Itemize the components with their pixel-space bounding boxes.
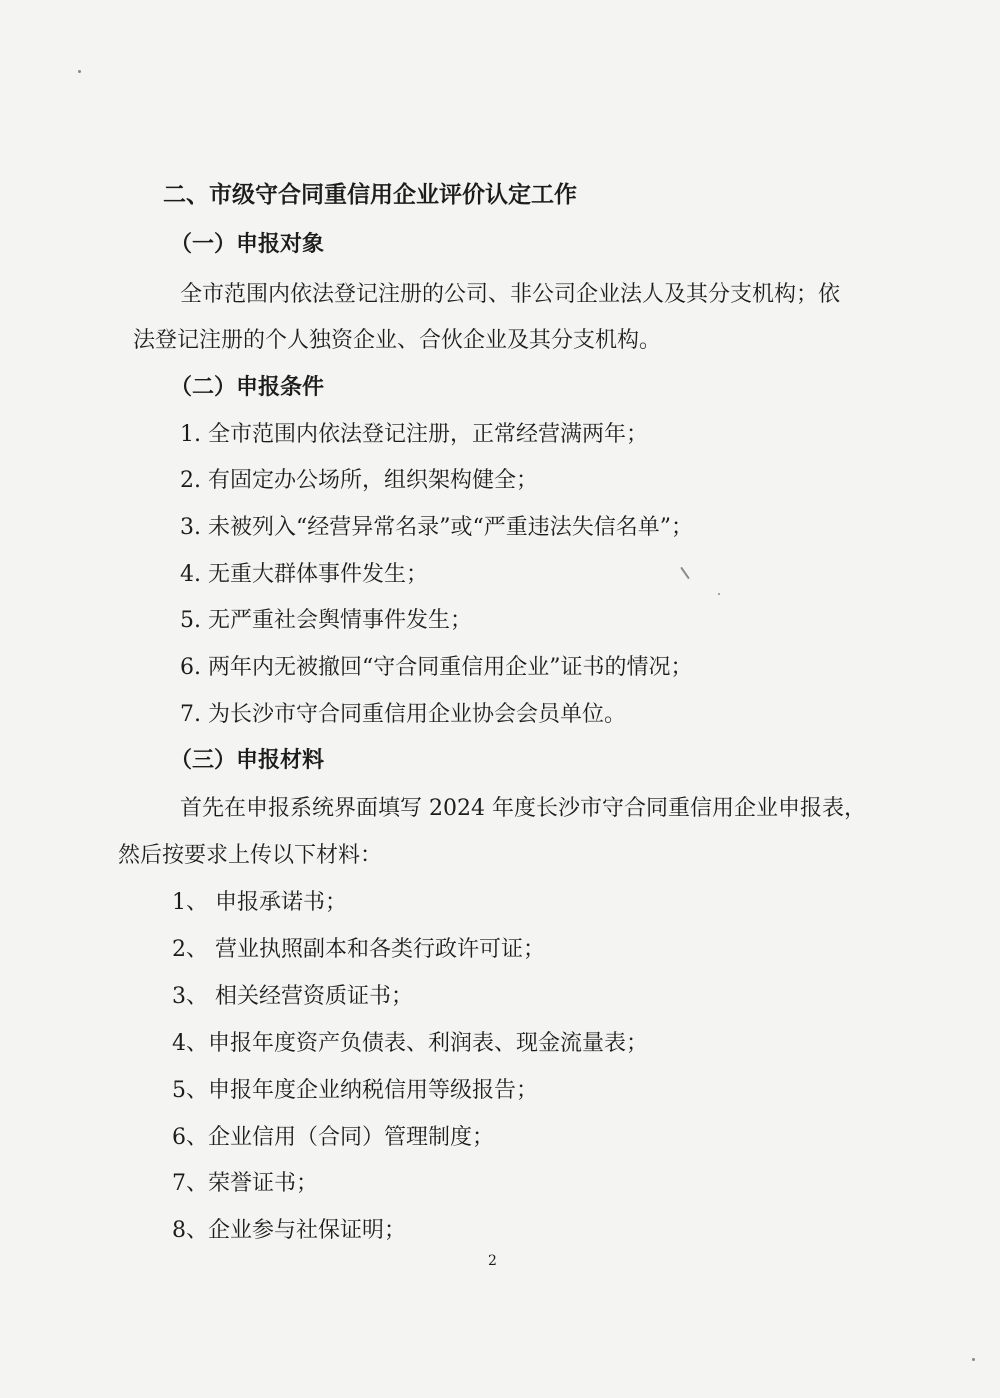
section-heading: 二、市级守合同重信用企业评价认定工作 [163, 182, 577, 208]
list-item: 8、企业参与社保证明； [172, 1218, 406, 1243]
paragraph-line: 首先在申报系统界面填写 2024 年度长沙市守合同重信用企业申报表， [180, 796, 866, 821]
paragraph-line: 全市范围内依法登记注册的公司、非公司企业法人及其分支机构；依 [180, 282, 841, 307]
subsection-heading-conditions: （二）申报条件 [170, 375, 325, 400]
list-item: 3. 未被列入“经营异常名录”或“严重违法失信名单”； [180, 515, 693, 540]
page-number: 2 [488, 1253, 497, 1269]
list-item: 2. 有固定办公场所，组织架构健全； [180, 468, 538, 493]
scan-speck [680, 567, 690, 580]
list-item: 1. 全市范围内依法登记注册，正常经营满两年； [180, 422, 648, 447]
list-item: 7、荣誉证书； [172, 1171, 318, 1196]
scan-speck [972, 1358, 975, 1361]
subsection-heading-materials: （三）申报材料 [170, 748, 325, 773]
list-item: 5、申报年度企业纳税信用等级报告； [172, 1078, 538, 1103]
list-item: 1、 申报承诺书； [172, 890, 347, 915]
list-item: 4、申报年度资产负债表、利润表、现金流量表； [172, 1031, 648, 1056]
subsection-heading-applicants: （一）申报对象 [170, 232, 325, 257]
list-item: 4. 无重大群体事件发生； [180, 562, 428, 587]
list-item: 3、 相关经营资质证书； [172, 984, 413, 1009]
paragraph-line: 法登记注册的个人独资企业、合伙企业及其分支机构。 [133, 328, 662, 353]
list-item: 6、企业信用（合同）管理制度； [172, 1125, 494, 1150]
paragraph-line: 然后按要求上传以下材料： [118, 843, 383, 868]
list-item: 2、 营业执照副本和各类行政许可证； [172, 937, 545, 962]
scan-speck [718, 593, 720, 595]
list-item: 5. 无严重社会舆情事件发生； [180, 608, 472, 633]
list-item: 6. 两年内无被撤回“守合同重信用企业”证书的情况； [180, 655, 693, 680]
list-item: 7. 为长沙市守合同重信用企业协会会员单位。 [180, 702, 626, 727]
scan-speck [78, 70, 81, 73]
